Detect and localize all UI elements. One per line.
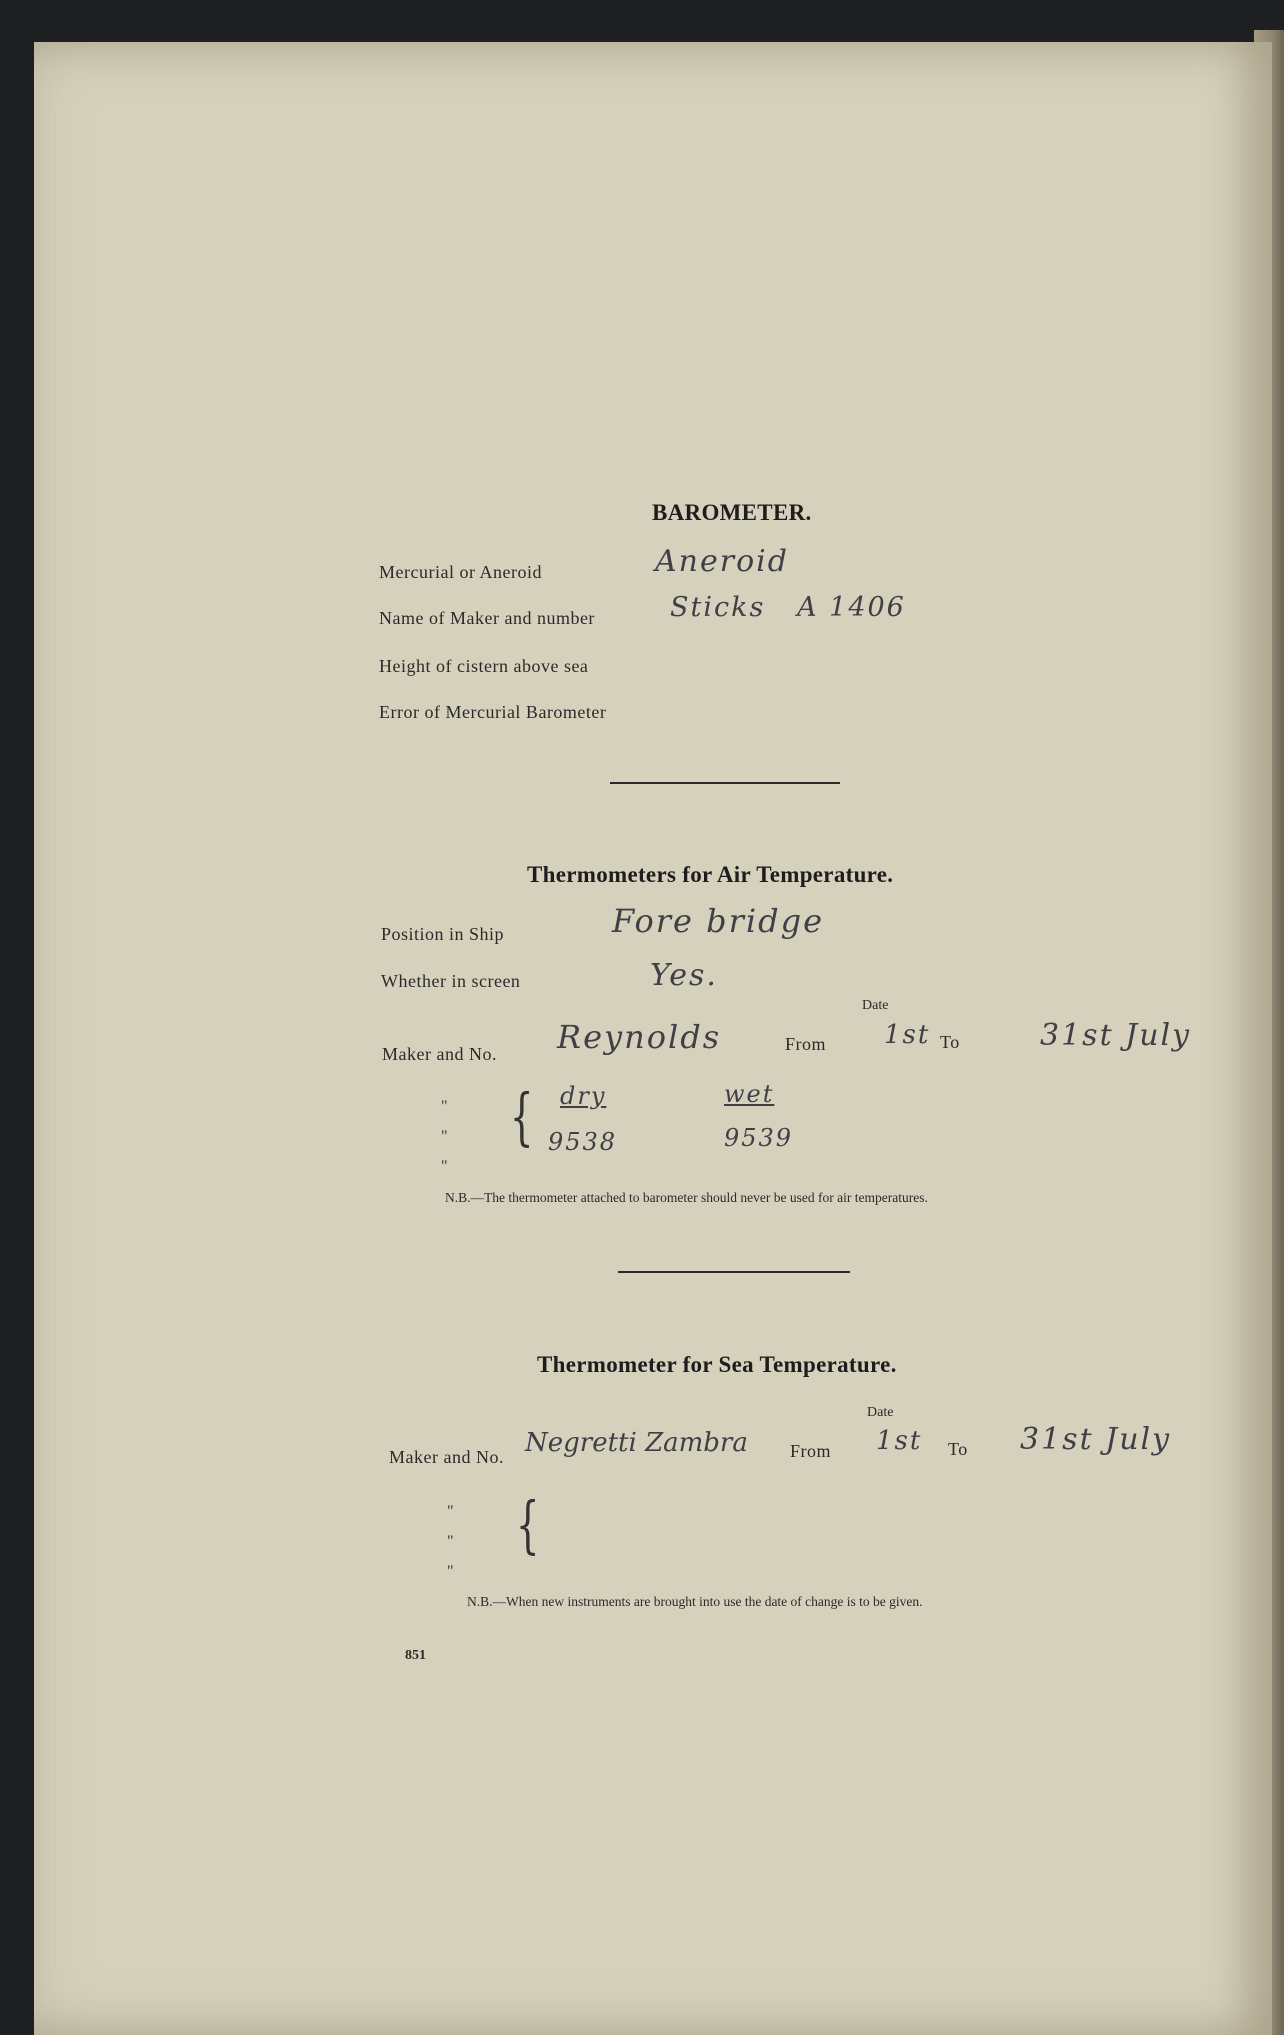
top-background (0, 0, 1284, 42)
ditto-mark: " (447, 1533, 454, 1550)
left-brace: { (509, 1080, 534, 1153)
wet-number: 9539 (724, 1124, 794, 1152)
sea-maker-label: Maker and No. (389, 1447, 504, 1467)
section-divider (618, 1271, 850, 1273)
ditto-mark: " (447, 1503, 454, 1520)
air-to-date: 31st July (1040, 1018, 1192, 1053)
air-maker-label: Maker and No. (382, 1044, 497, 1064)
form-number: 851 (405, 1648, 426, 1663)
sea-from-date: 1st (876, 1426, 923, 1456)
sea-heading: Thermometer for Sea Temperature. (537, 1352, 897, 1377)
sea-note: N.B.—When new instruments are brought into use the date of change is to be given. (467, 1594, 923, 1609)
barometer-type-label: Mercurial or Aneroid (379, 562, 542, 582)
sea-date-label: Date (867, 1405, 894, 1420)
barometer-error-label: Error of Mercurial Barometer (379, 702, 607, 722)
sea-to-date: 31st July (1020, 1422, 1172, 1457)
dry-number: 9538 (548, 1128, 618, 1156)
sea-maker-value: Negretti Zambra (525, 1428, 748, 1458)
wet-label: wet (724, 1080, 775, 1108)
sea-from-label: From (790, 1441, 832, 1461)
air-from-date: 1st (884, 1020, 931, 1050)
air-maker-value: Reynolds (557, 1018, 722, 1056)
left-brace: { (515, 1488, 540, 1561)
air-position-label: Position in Ship (381, 924, 505, 944)
ditto-mark: " (441, 1098, 448, 1115)
barometer-height-label: Height of cistern above sea (379, 656, 589, 676)
air-from-label: From (785, 1034, 827, 1054)
air-to-label: To (940, 1032, 960, 1052)
barometer-heading: BAROMETER. (652, 500, 812, 525)
dry-label: dry (560, 1082, 607, 1110)
air-position-value: Fore bridge (612, 902, 825, 940)
ditto-mark: " (447, 1563, 454, 1580)
barometer-type-value: Aneroid (655, 544, 789, 579)
barometer-maker-value: Sticks A 1406 (670, 592, 906, 623)
ditto-mark: " (441, 1158, 448, 1175)
air-date-label: Date (862, 998, 889, 1013)
air-screen-label: Whether in screen (381, 971, 521, 991)
section-divider (610, 782, 840, 784)
barometer-maker-label: Name of Maker and number (379, 608, 595, 628)
ditto-mark: " (441, 1128, 448, 1145)
air-heading: Thermometers for Air Temperature. (527, 862, 894, 887)
sea-to-label: To (948, 1439, 968, 1459)
air-screen-value: Yes. (650, 958, 718, 993)
air-note: N.B.—The thermometer attached to barometer should never be used for air temperatures. (445, 1190, 928, 1205)
